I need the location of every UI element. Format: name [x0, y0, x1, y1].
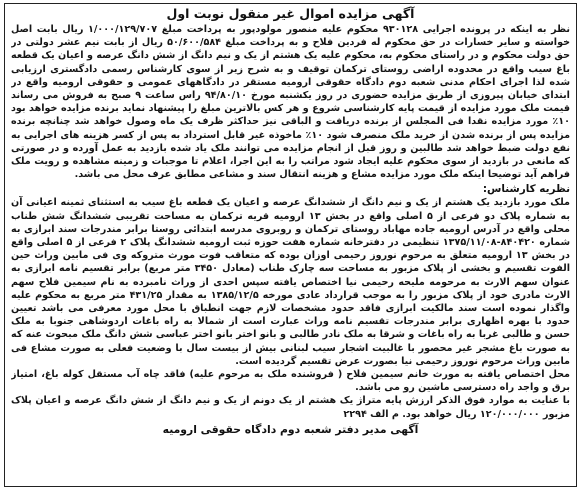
valuation-paragraph: با عنایت به موارد فوق الذکر ارزش پایه متراژ یک هشتم از یک دونم از یک و نیم دانگ از شش دانگ عرصه و اعیان پلاک مزبور ۱۲۰/۰۰۰/۰۰۰ ریال خواهد بود. م الف ۲۲۹۴: [11, 395, 570, 420]
notice-title: آگهی مزایده اموال غیر منقول نوبت اول: [166, 6, 415, 21]
expert-opinion-paragraph: ملک مورد بازدید یک هشتم از یک و نیم دانگ از ششدانگ عرصه و اعیان یک قطعه باغ سیب به استثنای ثمینه اعیانی آن به شماره پلاک دو فرعی از ۵ اصلی واقع در بخش ۱۳ ارومیه قریه ترکمان به مساحت تقریبی ششدانگ شش طناب محلی واقع در آدرس ارومیه جاده مهاباد روستای ترکمان و روبروی مدرسه ابتدائی روستا برابر مندرجات سند ابرازی به شماره ۸۴۰۴۲۰-۱۳۷۵/۱۱/۰۸ تنظیمی در دفترخانه شماره هفت حوزه ثبت ارومیه ششدانگ پلاک ۲ فرعی از ۵ اصلی واقع در بخش ۱۳ ارومیه متعلق به مرحوم نوروز رحیمی اوزان بوده که متعاقب فوت مورث متروکه وی فی مابین وراث حین الفوت تقسیم و بخشی از پلاک مزبور به مساحت سه چارک طناب (معادل ۳۴۵۰ متر مربع) برابر تقسیم نامه ابرازی به عنوان سهم الارث به مرحومه ملیحه رحیمی نیا اختصاص یافته سپس احدی از وراث نامبرده به نام سیمین فلاح سهم الارث مادری خود از پلاک مزبور را به موجب قرارداد عادی مورخه ۱۳۸۵/۱۲/۵ به مقدار ۴۳۱/۲۵ متر مربع به محکوم علیه واگذار نموده است سند مالکیت ابرازی فاقد حدود مشخصات لازم جهت انطباق با محل مورد معرفی می باشد تعیین حدود با بهره اظهاری برابر مندرجات تقسیم نامه وراث عبارت است از شمالا به راه باغات اردوشاهی جنوبا به ملک حسن و طالبی غربا به راه باغات و شرقا به ملک نادر طالبی و بانو اختر بانو اختر عباسی شش دانگ ملک مبحوث عنه که به صورت باغ مشجر غیر محصور با غالبیت اشجار سیب لبنانی بیش از بیست سال با وضعیت فعلی به صورت مشاع فی مابین وراث مرحوم نوروز رحیمی نیا بصورت عرض تقسیم گردیده است.: [11, 197, 570, 367]
notice-signature: آگهی مدیر دفتر شعبه دوم دادگاه حقوقی ارومیه: [162, 422, 419, 436]
notice-frame: [4, 3, 577, 487]
allocated-land-paragraph: محل اختصاص یافته به مورث خانم سیمین فلاح ( فروشنده ملک به مرحوم علیه) فاقد چاه آب مستقل کوله باغ، امتیاز برق و واجد راه دسترسی ماشین رو می باشد.: [11, 369, 570, 394]
notice-paragraph-main: نظر به اینکه در پرونده اجرایی ۹۳۰۱۲۸ محکوم علیه منصور مولودپور به پرداخت مبلغ ۱/۰۰۰/۱۲۹/۷۰۷ ریال بابت اصل خواسته و سایر خسارات در حق محکوم له فردین فلاح و به پرداخت مبلغ ۵۰/۶۰۰/۵۸۴ ریال از بابت نیم عشر دولتی در حق دولت محکوم و در راستای محکوم به، محکوم علیه یک هشتم از یک و نیم دانگ از شش دانگ عرصه و اعیان یک قطعه باغ سیب واقع در محدوده اراضی روستای ترکمان توقیف و به شرح زیر از سوی کارشناس رسمی دادگستری ارزیابی شده لذا اجرای احکام مدنی شعبه دوم دادگاه حقوقی ارومیه مستقر در دادگاههای عمومی و حقوقی ارومیه واقع در ابتدای خیابان پیروزی از طریق مزایده حضوری در روز یکشنبه مورخ ۹۴/۸۰/۱۰ راس ساعت ۹ صبح به فروش می رساند قیمت ملک مورد مزایده از قیمت پایه کارشناسی شروع و هر کس بالاترین مبلغ را پیشنهاد نماید برنده مزایده خواهد بود ۱۰٪ مورد مزایده نقدا فی المجلس از برنده دریافت و الباقی نیز حداکثر ظرف یک ماه وصول خواهد شد چنانچه برنده مزایده پس از برنده شدن از خرید ملک منصرف شود ۱۰٪ ماخوذه غیر قابل استرداد به پس از کسر هزینه های اجرایی به نفع دولت ضبط خواهد شد طالبین و روز قبل از انجام مزایده می توانند ملک یاد شده بازدید به عمل آورده و در صورتی که مانعی در بازدید از سوی محکوم علیه ایجاد شود مراتب را به این اجرا، اعلام تا موجبات و زمینه مشاهده و رویت ملک فراهم آید توضیحا اینکه ملک مورد مزایده مشاع و هزینه انتقال سند و مشاعی مطابق عرف محل می باشد.: [11, 24, 570, 181]
expert-opinion-heading: نظریه کارشناس:: [482, 183, 570, 196]
